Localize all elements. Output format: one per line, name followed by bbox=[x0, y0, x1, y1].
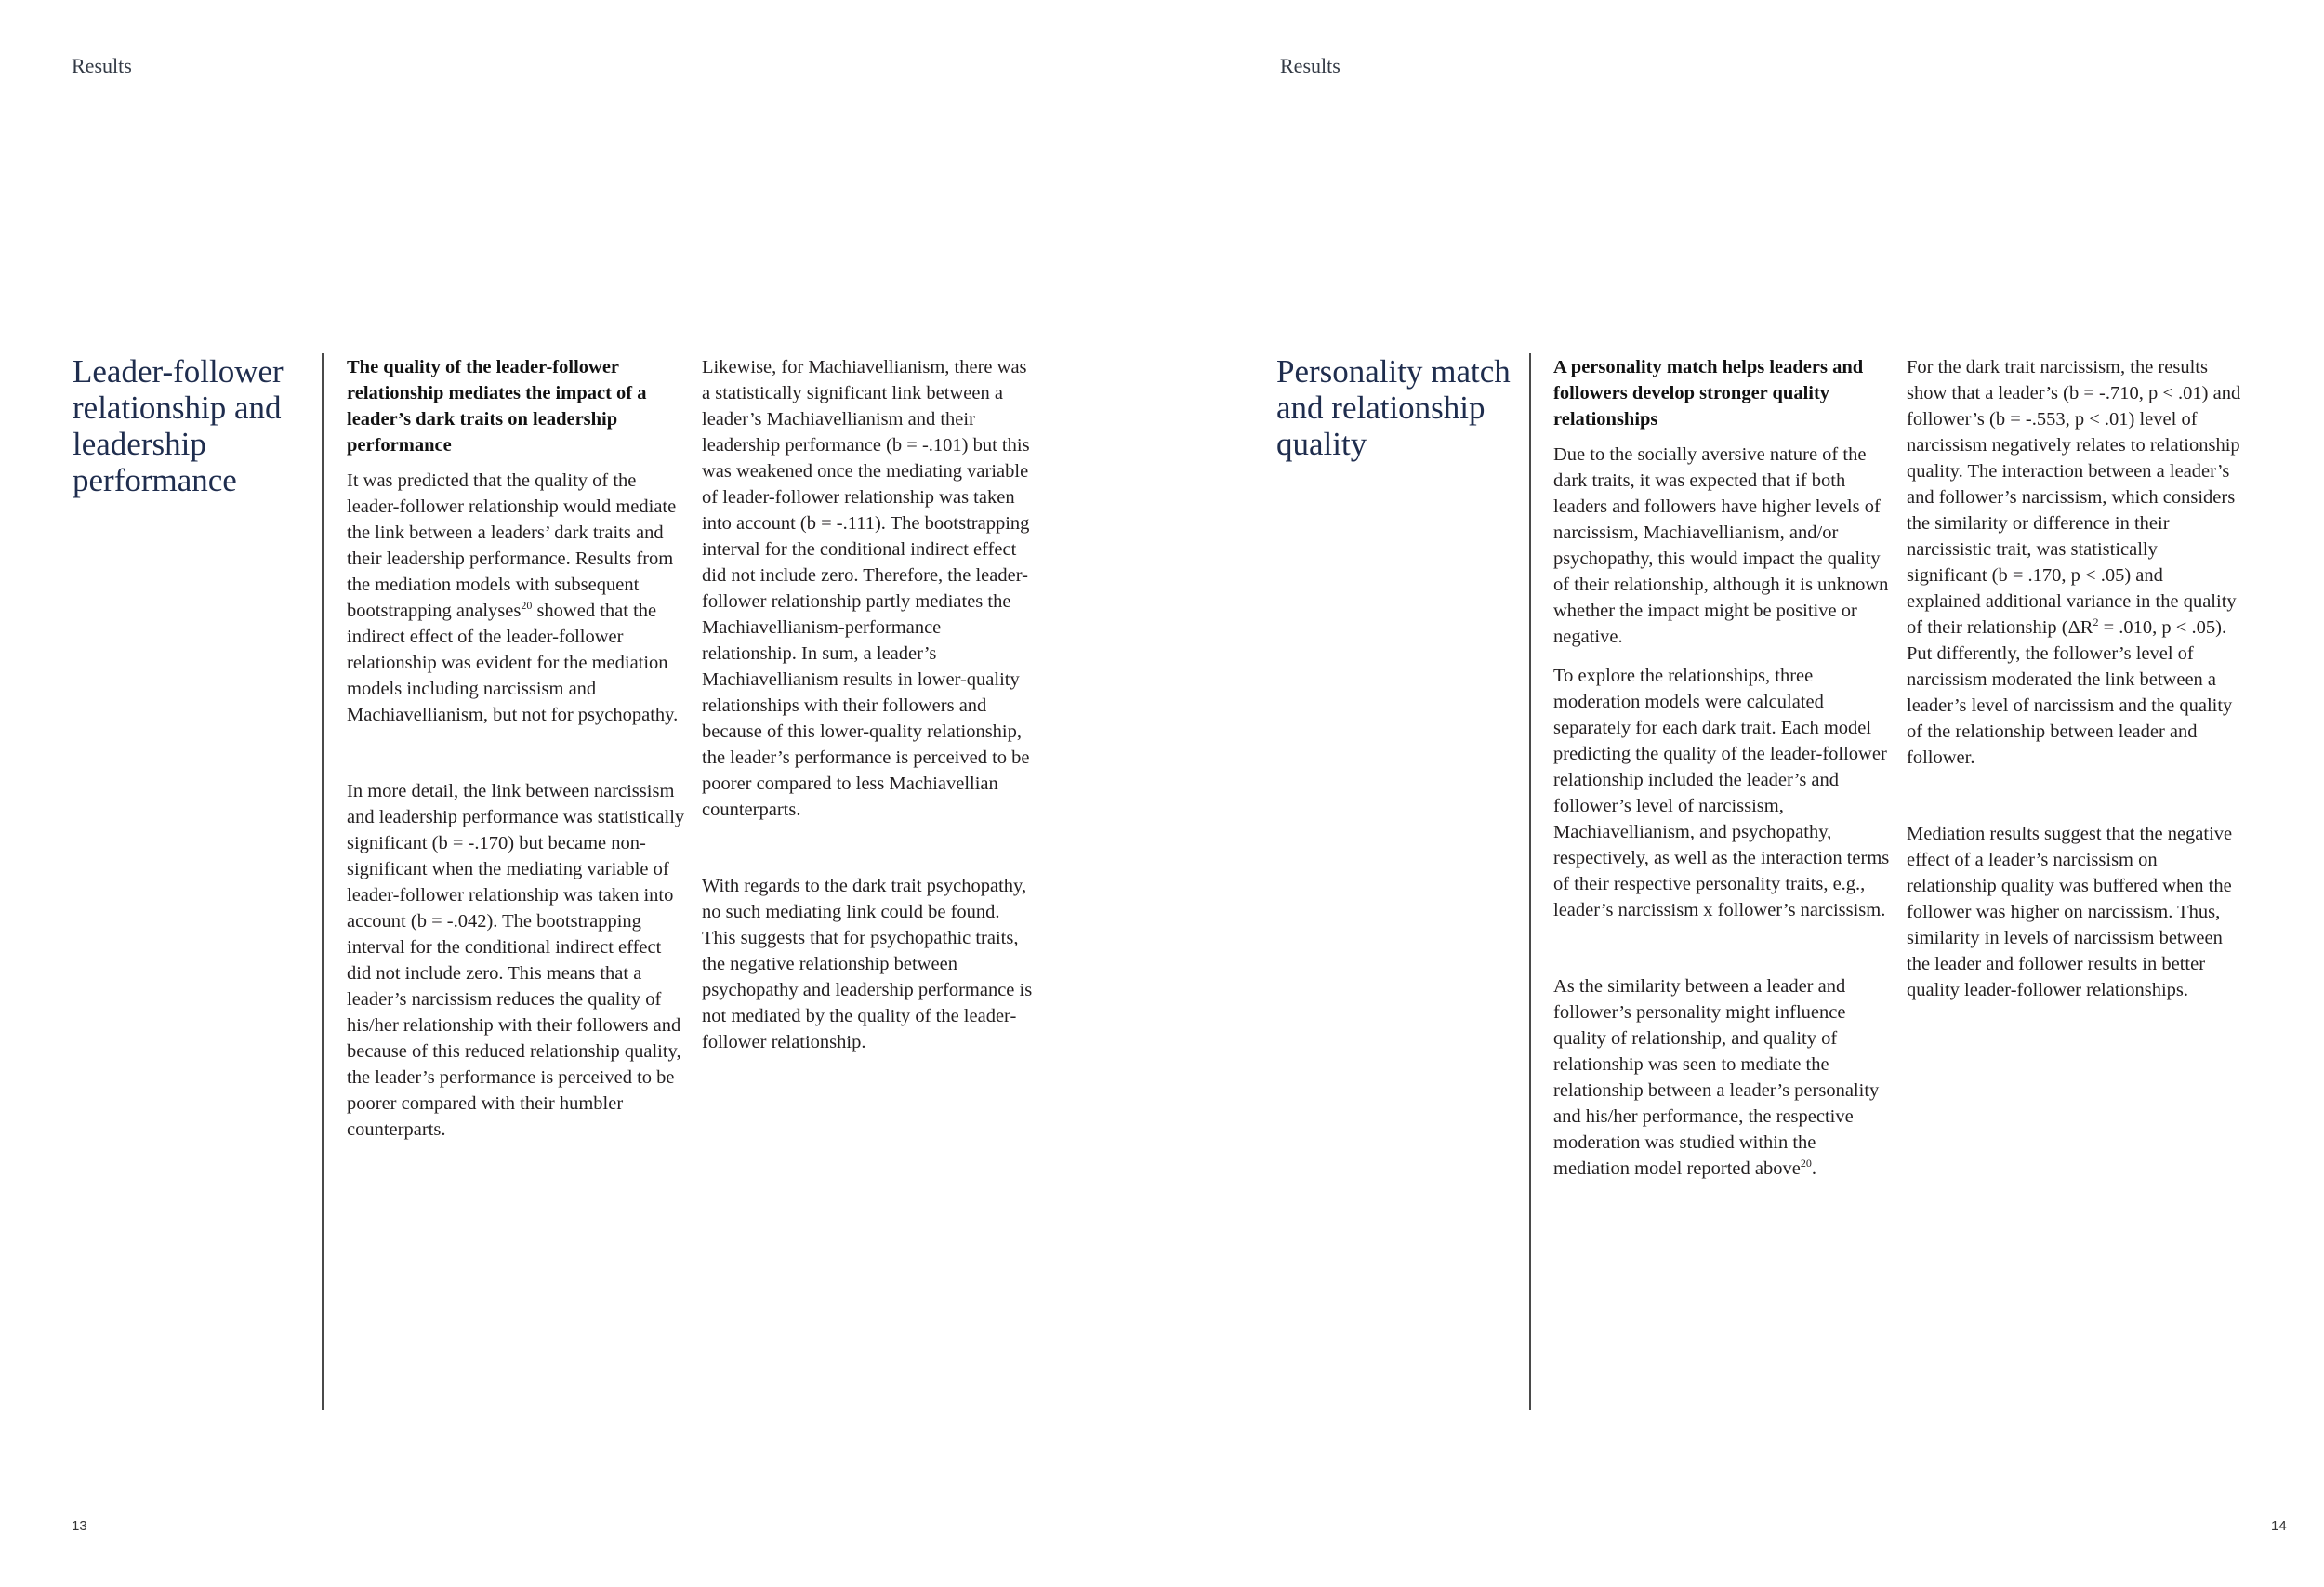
paragraph: With regards to the dark trait psychopathy, no such mediating link could be found. This suggests that for psychopathic traits, the negative relationship between psychopathy and leadership performance is not mediated by the quality of the leader-follower relationship. bbox=[702, 876, 1033, 1052]
paragraph: To explore the relationships, three moderation models were calculated separately for each dark trait. Each model predicting the quality of the leader-follower relationship included the leader’s and follower’s level of narcissism, Machiavellianism, and psychopathy, respectively, as well as the interaction terms of their respective personality traits, e.g., leader’s narcissism x follower’s narcissism. bbox=[1553, 666, 1890, 920]
running-head: Results bbox=[1280, 54, 1340, 77]
paragraph: For the dark trait narcissism, the results show that a leader’s (b = -.710, p < .01) and follower’s (b = -.553, p < .01) level of narcissism negatively relates to relationship quality. The interaction between a leader’s and follower’s narcissism, which considers the similarity or difference in their narcissistic trait, was statistically significant (b = .170, p < .05) and explained additional variance in the quality of their relationship ($\Delta R^2 = .010$, p < .05). Put differently, the follower’s level of narcissism moderated the link between a leader’s level of narcissism and the quality of the relationship between leader and follower. bbox=[1907, 357, 2241, 768]
footnote-ref: 20 bbox=[521, 599, 533, 613]
paragraph: It was predicted that the quality of the leader-follower relationship would mediate the link between a leaders’ dark traits and their leadership performance. Results from the mediation models with subsequent bootstrapping analyses$^{20}$ showed that the indirect effect of the leader-follower relationship was evident for the mediation models including narcissism and Machiavellianism, but not for psychopathy. bbox=[347, 470, 679, 725]
paragraph: Likewise, for Machiavellianism, there was a statistically significant link between a leader’s Machiavellianism and their leadership performance (b = -.101) but this was weakened once the mediating variable of leader-follower relationship was taken into account (b = -.111). The bootstrapping interval for the conditional indirect effect did not include zero. Therefore, the leader-follower relationship partly mediates the Machiavellianism-performance relationship. In sum, a leader’s Machiavellianism results in lower-quality relationships with their followers and because of this lower-quality relationship, the leader’s performance is perceived to be poorer compared to less Machiavellian counterparts. bbox=[702, 357, 1030, 820]
paragraph: In more detail, the link between narcissism and leadership performance was statistically significant (b = -.170) but became non-significant when the mediating variable of leader-follower relationship was taken into account (b = -.042). The bootstrapping interval for the conditional indirect effect did not include zero. This means that a leader’s narcissism reduces the quality of his/her relationship with their followers and because of this reduced relationship quality, the leader’s performance is perceived to be poorer compared with their humbler counterparts. bbox=[347, 781, 685, 1140]
column-divider bbox=[322, 353, 324, 1410]
page-number: 14 bbox=[2271, 1518, 2287, 1534]
subsection-heading: A personality match helps leaders and followers develop stronger quality relationships bbox=[1553, 357, 1864, 430]
page-number: 13 bbox=[72, 1518, 87, 1534]
superscript: 2 bbox=[2093, 615, 2099, 629]
text-column-1 bbox=[1553, 354, 1893, 1195]
right-page bbox=[1162, 0, 2324, 1587]
paragraph: As the similarity between a leader and follower’s personality might influence quality of relationship, and quality of relationship was seen to mediate the relationship between a leader’s personality and his/her performance, the respective moderation was studied within the mediation model reported above$^{20}$. bbox=[1553, 976, 1880, 1179]
paragraph: Mediation results suggest that the negative effect of a leader’s narcissism on relationship quality was buffered when the follower was higher on narcissism. Thus, similarity in levels of narcissism between the leader and follower results in better quality leader-follower relationships. bbox=[1907, 824, 2233, 1000]
text-column-2 bbox=[1907, 354, 2241, 1016]
subsection-heading: The quality of the leader-follower relationship mediates the impact of a leader’s dark traits on leadership performance bbox=[347, 357, 647, 456]
section-title: Leader-follower relationship and leadership performance bbox=[73, 353, 284, 498]
section-title: Personality match and relationship quality bbox=[1276, 353, 1511, 462]
text-column-1 bbox=[347, 354, 686, 1156]
text-column-2 bbox=[702, 354, 1037, 1068]
paragraph: Due to the socially aversive nature of the dark traits, it was expected that if both leaders and followers have higher levels of narcissism, Machiavellianism, and/or psychopathy, this would impact the quality of their relationship, although it is unknown whether the impact might be positive or negative. bbox=[1553, 444, 1889, 647]
column-divider bbox=[1529, 353, 1531, 1410]
footnote-ref: 20 bbox=[1800, 1157, 1812, 1170]
running-head: Results bbox=[72, 54, 132, 77]
